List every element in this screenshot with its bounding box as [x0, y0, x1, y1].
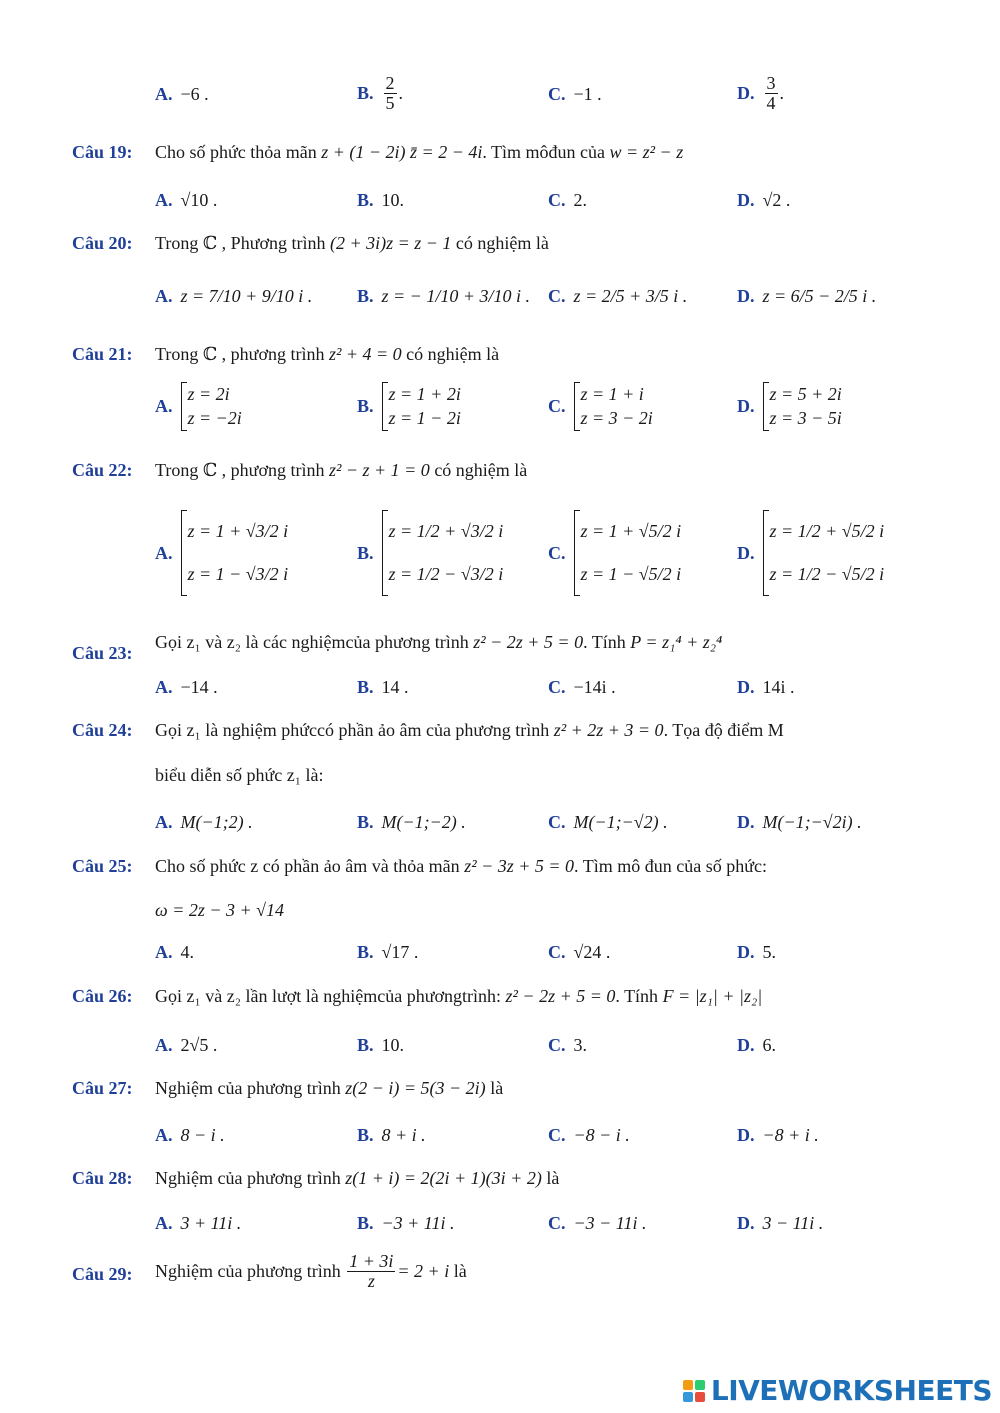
q23-option-b[interactable]: B. 14 . [357, 677, 409, 697]
question-label: Câu 28: [72, 1168, 133, 1188]
question-text: Gọi z₁ và z₂ lần lượt là nghiệmcủa phươngtrình: z² − 2z + 5 = 0. Tính F = |z₁| + |z₂| [155, 986, 763, 1006]
liveworksheets-logo [683, 1374, 992, 1407]
question-text-line2: ω = 2z − 3 + √14 [155, 900, 285, 920]
q25-option-c[interactable]: C. √24 . [548, 942, 611, 962]
q26-option-c[interactable]: C. 3. [548, 1035, 587, 1055]
q21-option-b[interactable]: B. z = 1 + 2i z = 1 − 2i [357, 382, 461, 431]
q27-option-a[interactable]: A. 8 − i . [155, 1125, 225, 1145]
question-text: Nghiệm của phương trình z(1 + i) = 2(2i + 1)(3i + 2) là [155, 1168, 560, 1188]
question-label: Câu 21: [72, 344, 133, 364]
question-text: Nghiệm của phương trình z(2 − i) = 5(3 − 2i) là [155, 1078, 504, 1098]
q26-option-a[interactable]: A. 2√5 . [155, 1035, 218, 1055]
q25-option-d[interactable]: D. 5. [737, 942, 776, 962]
question-label: Câu 29: [72, 1264, 133, 1284]
brand-name: LIVEWORKSHEETS [710, 1374, 992, 1407]
equation-system: z = 1 + i z = 3 − 2i [574, 382, 653, 431]
q19-option-a[interactable]: A. √10 . [155, 190, 218, 210]
q22-option-d[interactable]: D. z = 1/2 + √5/2 i z = 1/2 − √5/2 i [737, 510, 884, 596]
q21-option-a[interactable]: A. z = 2i z = −2i [155, 382, 242, 431]
q24-option-b[interactable]: B. M(−1;−2) . [357, 812, 466, 832]
q26-option-b[interactable]: B. 10. [357, 1035, 405, 1055]
q24-option-c[interactable]: C. M(−1;−√2) . [548, 812, 668, 832]
question-text: Nghiệm của phương trình $\frac{1 + 3i}{z}$ = 2 + i là [155, 1251, 467, 1291]
question-text: Trong ℂ , Phương trình (2 + 3i)z = z − 1 có nghiệm là [155, 233, 549, 253]
question-text: Gọi z₁ là nghiệm phứccó phần ảo âm của phương trình z² + 2z + 3 = 0. Tọa độ điểm M [155, 720, 784, 740]
question-text: Trong ℂ , phương trình z² + 4 = 0 có nghiệm là [155, 344, 500, 364]
question-label: Câu 19: [72, 142, 133, 162]
q18-option-c[interactable]: C. −1 . [548, 84, 602, 104]
q20-option-d[interactable]: D. z = 6/5 − 2/5 i . [737, 286, 877, 306]
q28-option-c[interactable]: C. −3 − 11i . [548, 1213, 647, 1233]
q19-option-c[interactable]: C. 2. [548, 190, 587, 210]
fraction: $\frac{2}{5}$ [385, 73, 395, 113]
question-label: Câu 22: [72, 460, 133, 480]
equation-system: z = 1/2 + √5/2 i z = 1/2 − √5/2 i [763, 510, 885, 596]
question-label: Câu 25: [72, 856, 133, 876]
q21-option-d[interactable]: D. z = 5 + 2i z = 3 − 5i [737, 382, 842, 431]
equation-system: z = 5 + 2i z = 3 − 5i [763, 382, 842, 431]
equation-system: z = 1 + 2i z = 1 − 2i [382, 382, 461, 431]
equation-system: z = 1 + √3/2 i z = 1 − √3/2 i [181, 510, 289, 596]
equation-system: z = 1/2 + √3/2 i z = 1/2 − √3/2 i [382, 510, 504, 596]
q28-option-b[interactable]: B. −3 + 11i . [357, 1213, 455, 1233]
q22-option-b[interactable]: B. z = 1/2 + √3/2 i z = 1/2 − √3/2 i [357, 510, 503, 596]
q23-option-a[interactable]: A. −14 . [155, 677, 218, 697]
q27-option-c[interactable]: C. −8 − i . [548, 1125, 630, 1145]
q25-option-a[interactable]: A. 4. [155, 942, 194, 962]
q26-option-d[interactable]: D. 6. [737, 1035, 776, 1055]
logo-mark-icon [683, 1380, 705, 1402]
question-label: Câu 26: [72, 986, 133, 1006]
q22-option-a[interactable]: A. z = 1 + √3/2 i z = 1 − √3/2 i [155, 510, 288, 596]
q28-option-d[interactable]: D. 3 − 11i . [737, 1213, 824, 1233]
q18-option-a[interactable]: A. −6 . [155, 84, 209, 104]
question-text: Cho số phức z có phần ảo âm và thỏa mãn z² − 3z + 5 = 0. Tìm mô đun của số phức: [155, 856, 767, 876]
equation-system: z = 2i z = −2i [181, 382, 242, 431]
q18-option-b[interactable]: B. $\frac{2}{5}$ . [357, 73, 404, 113]
q18-option-d[interactable]: D. $\frac{3}{4}$ . [737, 73, 784, 113]
q25-option-b[interactable]: B. √17 . [357, 942, 419, 962]
q27-option-d[interactable]: D. −8 + i . [737, 1125, 819, 1145]
question-label: Câu 20: [72, 233, 133, 253]
q24-option-a[interactable]: A. M(−1;2) . [155, 812, 253, 832]
question-label: Câu 23: [72, 643, 133, 663]
question-text: Trong ℂ , phương trình z² − z + 1 = 0 có nghiệm là [155, 460, 528, 480]
equation-system: z = 1 + √5/2 i z = 1 − √5/2 i [574, 510, 682, 596]
q19-option-d[interactable]: D. √2 . [737, 190, 791, 210]
q23-option-c[interactable]: C. −14i . [548, 677, 616, 697]
question-text: Cho số phức thỏa mãn z + (1 − 2i) z̄ = 2 − 4i. Tìm môđun của w = z² − z [155, 142, 684, 162]
q20-option-a[interactable]: A. z = 7/10 + 9/10 i . [155, 286, 313, 306]
question-label: Câu 27: [72, 1078, 133, 1098]
q23-option-d[interactable]: D. 14i . [737, 677, 795, 697]
q21-option-c[interactable]: C. z = 1 + i z = 3 − 2i [548, 382, 653, 431]
fraction: $\frac{3}{4}$ [766, 73, 776, 113]
q20-option-c[interactable]: C. z = 2/5 + 3/5 i . [548, 286, 688, 306]
q24-option-d[interactable]: D. M(−1;−√2i) . [737, 812, 862, 832]
q19-option-b[interactable]: B. 10. [357, 190, 405, 210]
question-label: Câu 24: [72, 720, 133, 740]
q27-option-b[interactable]: B. 8 + i . [357, 1125, 426, 1145]
question-text: Gọi z₁ và z₂ là các nghiệmcủa phương trình z² − 2z + 5 = 0. Tính P = z₁⁴ + z₂⁴ [155, 632, 723, 652]
fraction: $\frac{1 + 3i}{z}$ [349, 1251, 394, 1291]
q28-option-a[interactable]: A. 3 + 11i . [155, 1213, 242, 1233]
question-text-line2: biểu diễn số phức z₁ là: [155, 765, 324, 785]
q22-option-c[interactable]: C. z = 1 + √5/2 i z = 1 − √5/2 i [548, 510, 681, 596]
q20-option-b[interactable]: B. z = − 1/10 + 3/10 i . [357, 286, 530, 306]
